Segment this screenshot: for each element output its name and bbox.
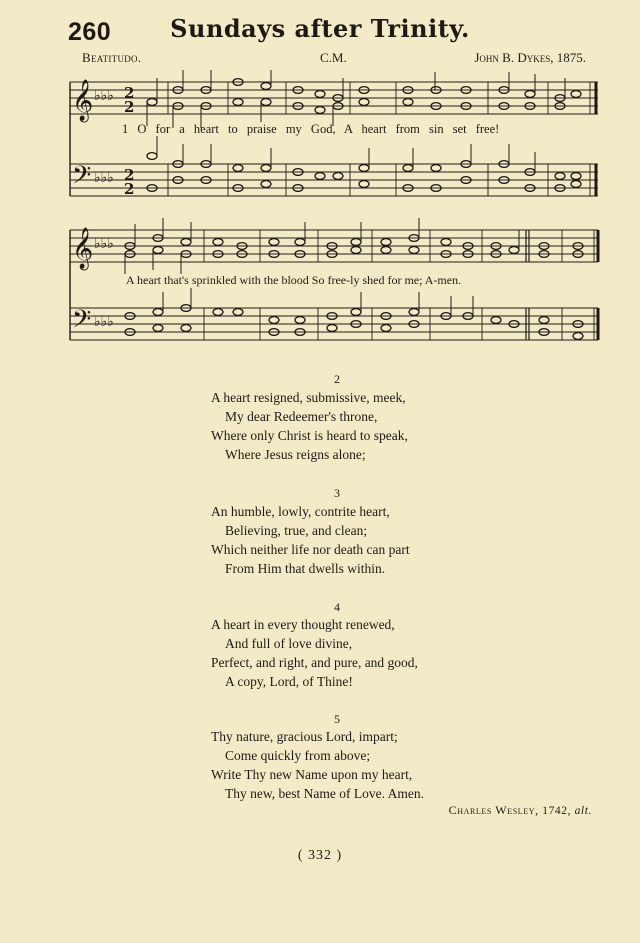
verse-number: 5 bbox=[334, 712, 340, 726]
author-note: alt. bbox=[574, 805, 592, 817]
svg-text:♭♭♭: ♭♭♭ bbox=[94, 314, 114, 330]
verse-line: Thy new, best Name of Love. Amen. bbox=[225, 786, 424, 801]
page-number: ( 332 ) bbox=[297, 848, 343, 863]
svg-text:𝄞: 𝄞 bbox=[72, 80, 94, 121]
music-notation-1 bbox=[68, 70, 600, 205]
verse-line: Which neither life nor death can part bbox=[211, 542, 410, 557]
verse-line: A heart resigned, submissive, meek, bbox=[211, 390, 406, 405]
lyrics-line-1: 1 O for a heart to praise my God, A heart from sin set free! bbox=[122, 122, 500, 136]
svg-text:2: 2 bbox=[124, 98, 135, 116]
hymn-number: 260 bbox=[68, 18, 112, 46]
lyrics-line-2: A heart that's sprinkled with the blood So free-ly shed for me; A-men. bbox=[126, 273, 462, 287]
verse-line: My dear Redeemer's throne, bbox=[225, 409, 378, 424]
verse-line: Come quickly from above; bbox=[225, 748, 371, 763]
verse-number: 3 bbox=[334, 486, 340, 500]
svg-text:2: 2 bbox=[124, 84, 135, 102]
author-credit bbox=[449, 803, 592, 818]
svg-text:𝄢: 𝄢 bbox=[72, 161, 92, 196]
verse-line: From Him that dwells within. bbox=[225, 561, 386, 576]
verse-line: Believing, true, and clean; bbox=[225, 523, 368, 538]
tune-name: Beatitudo. bbox=[82, 50, 142, 65]
svg-text:2: 2 bbox=[124, 166, 135, 184]
music-system-1 bbox=[68, 70, 600, 205]
verse-line: Perfect, and right, and pure, and good, bbox=[211, 655, 418, 670]
meter: C.M. bbox=[320, 50, 347, 65]
tune-info bbox=[82, 50, 586, 68]
svg-text:♭♭♭: ♭♭♭ bbox=[94, 88, 114, 104]
svg-text:2: 2 bbox=[124, 180, 135, 198]
verse-line: A copy, Lord, of Thine! bbox=[225, 674, 353, 689]
author-name: Charles Wesley, bbox=[448, 803, 539, 817]
verse-line: Write Thy new Name upon my heart, bbox=[211, 767, 413, 782]
svg-text:♭♭♭: ♭♭♭ bbox=[94, 236, 114, 252]
verse-line: And full of love divine, bbox=[225, 636, 353, 651]
verse-line: Thy nature, gracious Lord, impart; bbox=[211, 729, 398, 744]
music-system-2 bbox=[68, 218, 600, 346]
verse-number: 4 bbox=[334, 600, 340, 614]
composer: John B. Dykes, 1875. bbox=[474, 50, 586, 65]
verse-number: 2 bbox=[334, 372, 340, 386]
author-year: 1742, bbox=[542, 805, 572, 817]
verse-line: Where Jesus reigns alone; bbox=[225, 447, 366, 462]
svg-text:𝄢: 𝄢 bbox=[72, 305, 92, 340]
verse-line: A heart in every thought renewed, bbox=[211, 617, 395, 632]
verse-line: An humble, lowly, contrite heart, bbox=[211, 504, 390, 519]
page-heading: Sundays after Trinity. bbox=[170, 14, 470, 43]
svg-text:𝄞: 𝄞 bbox=[72, 228, 94, 269]
svg-text:♭♭♭: ♭♭♭ bbox=[94, 170, 114, 186]
verse-line: Where only Christ is heard to speak, bbox=[211, 428, 408, 443]
